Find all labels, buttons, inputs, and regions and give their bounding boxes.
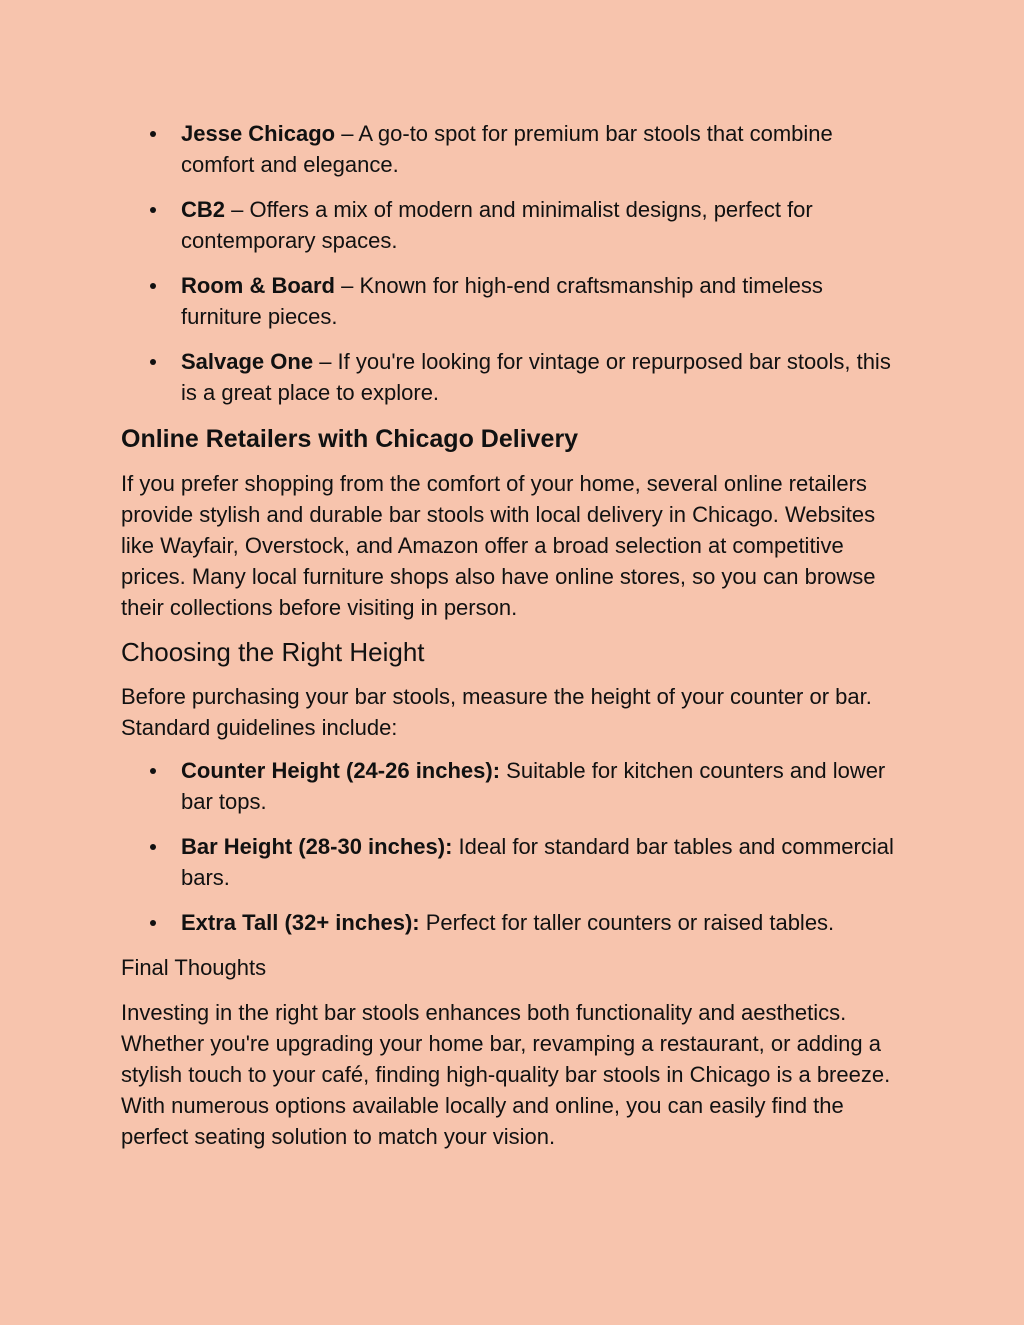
bullet-icon	[150, 207, 156, 213]
height-description: Perfect for taller counters or raised tables.	[419, 910, 835, 935]
store-list	[121, 118, 904, 408]
height-description: Ideal for standard bar tables and commercial bars.	[181, 834, 894, 890]
height-label: Bar Height (28-30 inches):	[181, 834, 453, 859]
store-description: – Offers a mix of modern and minimalist designs, perfect for contemporary spaces.	[181, 197, 813, 253]
online-retailers-paragraph: If you prefer shopping from the comfort of your home, several online retailers provide stylish and durable bar stools with local delivery in Chicago. Websites like Wayfair, Overstock, and Amazon offer a broad selection at competitive prices. Many local furniture shops also have online stores, so you can browse their collections before visiting in person.	[121, 471, 876, 620]
online-retailers-heading: Online Retailers with Chicago Delivery	[121, 425, 579, 453]
store-description: – If you're looking for vintage or repurposed bar stools, this is a great place to explore.	[181, 349, 891, 405]
bullet-icon	[150, 283, 156, 289]
bullet-icon	[150, 359, 156, 365]
store-description: – Known for high-end craftsmanship and timeless furniture pieces.	[181, 273, 823, 329]
height-list	[121, 755, 904, 938]
final-thoughts-heading: Final Thoughts	[121, 955, 267, 980]
choosing-height-heading: Choosing the Right Height	[121, 637, 425, 667]
list-item	[121, 907, 904, 938]
bullet-icon	[150, 131, 156, 137]
choosing-height-intro: Before purchasing your bar stools, measure the height of your counter or bar. Standard guidelines include:	[121, 684, 872, 740]
height-label: Counter Height (24-26 inches):	[181, 758, 501, 783]
store-name: CB2	[181, 197, 226, 222]
bullet-icon	[150, 844, 156, 850]
store-description: – A go-to spot for premium bar stools that combine comfort and elegance.	[181, 121, 833, 177]
store-name: Salvage One	[181, 349, 314, 374]
bullet-icon	[150, 920, 156, 926]
height-description: Suitable for kitchen counters and lower bar tops.	[181, 758, 886, 814]
list-item	[121, 831, 904, 893]
bullet-icon	[150, 768, 156, 774]
list-item	[121, 270, 904, 332]
list-item	[121, 118, 904, 180]
height-label: Extra Tall (32+ inches):	[181, 910, 420, 935]
list-item	[121, 755, 904, 817]
store-name: Jesse Chicago	[181, 121, 336, 146]
store-name: Room & Board	[181, 273, 335, 298]
list-item	[121, 346, 904, 408]
list-item	[121, 194, 904, 256]
final-thoughts-paragraph: Investing in the right bar stools enhances both functionality and aesthetics. Whether you're upgrading your home bar, revamping a restaurant, or adding a stylish touch to your café, finding high-quality bar stools in Chicago is a breeze. With numerous options available locally and online, you can easily find the perfect seating solution to match your vision.	[121, 1000, 891, 1149]
